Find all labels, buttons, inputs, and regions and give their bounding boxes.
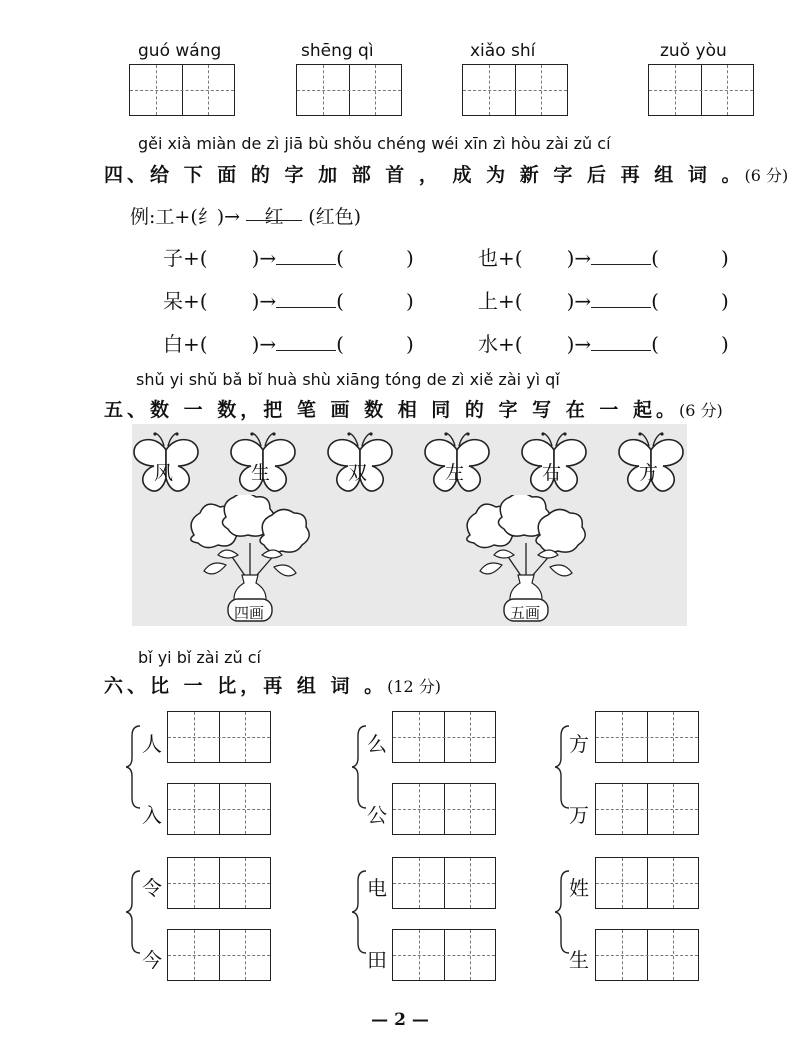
writing-box[interactable] — [392, 711, 496, 763]
example-blank — [246, 202, 302, 228]
row-plus: +( — [183, 246, 208, 270]
brace-icon — [126, 869, 142, 955]
writing-box[interactable] — [595, 711, 699, 763]
section5-score: (6 分) — [679, 401, 723, 420]
butterfly-row — [120, 428, 710, 500]
row-arrow: )→ — [251, 332, 277, 356]
pinyin-label: guó wáng — [138, 41, 222, 61]
section4-title-text: 四、给 下 面 的 字 加 部 首 ， 成 为 新 字 后 再 组 词 。 — [104, 164, 745, 186]
brace-icon — [352, 724, 368, 810]
close-paren: ) — [720, 332, 729, 356]
row-char: 水 — [478, 332, 498, 356]
brace-icon — [352, 869, 368, 955]
section6-title-text: 六、比 一 比，再 组 词 。 — [104, 675, 388, 697]
butterfly-char[interactable]: 风 — [154, 462, 174, 484]
example-radical: 纟 — [197, 206, 217, 228]
radical-row — [478, 242, 729, 271]
row-arrow: )→ — [251, 246, 277, 270]
row-char: 上 — [478, 289, 498, 313]
butterfly-char[interactable]: 方 — [639, 462, 659, 484]
row-char: 也 — [478, 246, 498, 270]
writing-box[interactable] — [392, 857, 496, 909]
section6-title — [104, 671, 441, 698]
row-arrow: )→ — [251, 289, 277, 313]
compare-char: 姓 — [569, 876, 589, 900]
compare-char: 方 — [569, 732, 589, 756]
compare-char: 电 — [367, 876, 387, 900]
page-number: — 2 — — [371, 1010, 429, 1030]
close-paren: ) — [405, 332, 414, 356]
word-blank[interactable] — [591, 332, 651, 351]
row-plus: +( — [498, 332, 523, 356]
section4-pinyin: gěi xià miàn de zì jiā bù shǒu chéng wéi xīn zì hòu zài zǔ cí — [138, 134, 611, 153]
close-paren: ) — [405, 246, 414, 270]
example-prefix: 例:工+( — [130, 206, 198, 228]
example-result: (红色) — [308, 206, 362, 228]
open-paren: ( — [651, 289, 659, 313]
writing-box[interactable] — [167, 857, 271, 909]
example-arrow: )→ — [216, 206, 241, 228]
compare-char: 令 — [142, 876, 162, 900]
open-paren: ( — [651, 332, 659, 356]
compare-char: 公 — [367, 803, 387, 827]
compare-char: 生 — [569, 948, 589, 972]
open-paren: ( — [336, 246, 344, 270]
writing-box[interactable] — [167, 929, 271, 981]
word-blank[interactable] — [276, 332, 336, 351]
row-plus: +( — [183, 332, 208, 356]
row-arrow: )→ — [566, 289, 592, 313]
pinyin-label: shēng qì — [301, 41, 374, 61]
compare-char: 今 — [142, 948, 162, 972]
compare-char: 入 — [142, 803, 162, 827]
row-plus: +( — [498, 246, 523, 270]
compare-char: 人 — [142, 732, 162, 756]
writing-box[interactable] — [595, 783, 699, 835]
butterfly-char[interactable]: 左 — [445, 462, 465, 484]
compare-char: 田 — [367, 948, 387, 972]
section6-score: (12 分) — [387, 677, 442, 696]
row-arrow: )→ — [566, 246, 592, 270]
writing-box[interactable] — [648, 64, 754, 116]
close-paren: ) — [720, 289, 729, 313]
writing-box[interactable] — [462, 64, 568, 116]
radical-row — [163, 285, 414, 314]
vase-label[interactable]: 四画 — [234, 604, 265, 622]
section4-score: (6 分) — [744, 166, 789, 185]
section4-example — [130, 202, 361, 229]
radical-row — [478, 328, 729, 357]
radical-row — [163, 328, 414, 357]
word-blank[interactable] — [276, 246, 336, 265]
vase-label[interactable]: 五画 — [510, 604, 541, 622]
writing-box[interactable] — [595, 929, 699, 981]
radical-row — [163, 242, 414, 271]
open-paren: ( — [651, 246, 659, 270]
word-blank[interactable] — [591, 246, 651, 265]
writing-box[interactable] — [167, 711, 271, 763]
radical-row — [478, 285, 729, 314]
writing-box[interactable] — [392, 929, 496, 981]
compare-char: 么 — [367, 732, 387, 756]
section5-pinyin: shǔ yi shǔ bǎ bǐ huà shù xiāng tóng de zì xiě zài yì qǐ — [136, 370, 560, 389]
close-paren: ) — [720, 246, 729, 270]
row-arrow: )→ — [566, 332, 592, 356]
word-blank[interactable] — [276, 289, 336, 308]
butterfly-char[interactable]: 生 — [251, 462, 271, 484]
close-paren: ) — [405, 289, 414, 313]
writing-box[interactable] — [595, 857, 699, 909]
writing-box[interactable] — [129, 64, 235, 116]
row-char: 白 — [163, 332, 183, 356]
open-paren: ( — [336, 332, 344, 356]
word-blank[interactable] — [591, 289, 651, 308]
pinyin-label: xiǎo shí — [470, 41, 536, 61]
section4-title — [104, 160, 788, 187]
compare-char: 万 — [569, 803, 589, 827]
butterfly-char[interactable]: 双 — [348, 462, 368, 484]
writing-box[interactable] — [296, 64, 402, 116]
section5-title-text: 五、数 一 数，把 笔 画 数 相 同 的 字 写 在 一 起。 — [104, 399, 679, 421]
row-char: 子 — [163, 246, 183, 270]
pinyin-label: zuǒ yòu — [660, 41, 727, 61]
writing-box[interactable] — [392, 783, 496, 835]
row-plus: +( — [498, 289, 523, 313]
open-paren: ( — [336, 289, 344, 313]
section5-title — [104, 395, 723, 422]
row-plus: +( — [183, 289, 208, 313]
example-word: 红 — [264, 206, 284, 228]
row-char: 呆 — [163, 289, 183, 313]
writing-box[interactable] — [167, 783, 271, 835]
brace-icon — [126, 724, 142, 810]
section6-pinyin: bǐ yi bǐ zài zǔ cí — [138, 648, 261, 667]
butterfly-char[interactable]: 右 — [542, 462, 562, 484]
